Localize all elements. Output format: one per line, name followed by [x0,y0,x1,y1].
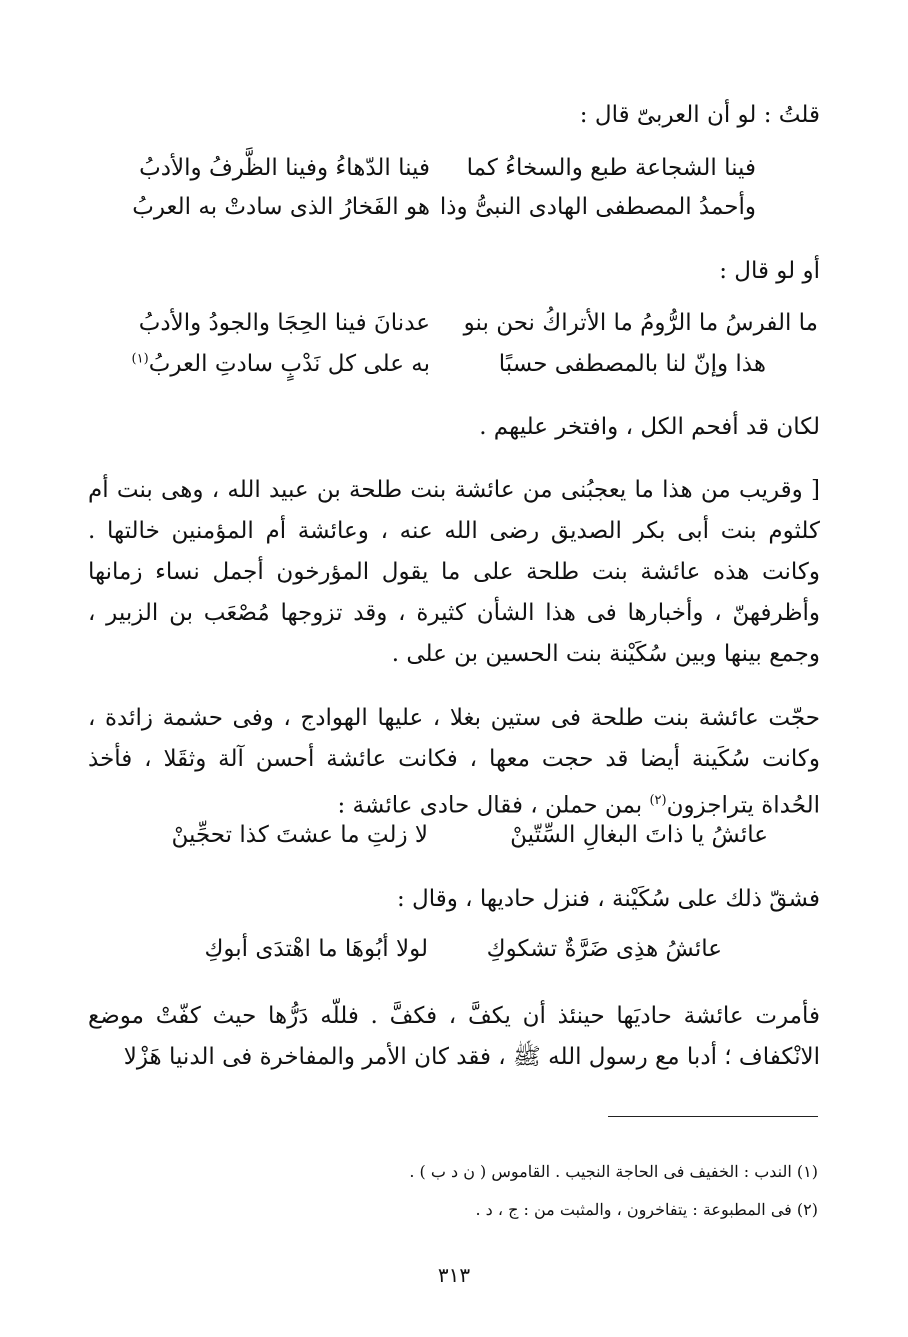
footnote-ref-1: (١) [131,351,149,367]
rajaz2-left: لولا أبُوهَا ما اهْتدَى أبوكِ [204,936,428,962]
paragraph-4: فأمرت عائشة حاديَها حينئذ أن يكفَّ ، فكفَّ . فللّه دَرُّها حيث كفّتْ موضع الانْكفاف ؛ أدبا مع رسول الله ﷺ ، فقد كان الأمر والمفاخرة فى الدنيا هَزْلا [88,1003,820,1070]
paragraph-1: [ وقريب من هذا ما يعجبُنى من عائشة بنت طلحة بن عبيد الله ، وهى بنت أم كلثوم بنت أبى بكر الصديق رضى الله عنه ، وعائشة أم المؤمنين خالتها . وكانت هذه عائشة بنت طلحة على ما يقول المؤرخون أجمل نساء زمانها وأظرفهنّ ، وأخبارها فى هذا الشأن كثيرة ، وقد تزوجها مُصْعَب بن الزبير ، وجمع بينها وبين سُكَيْنة بنت الحسين بن على . [88,477,820,667]
poem1-v2-left: هو الفَخارُ الذى سادتْ به العربُ [132,194,430,220]
poem1-v1-right: فينا الشجاعة طبع والسخاءُ كما [466,155,756,181]
intro-line-1: قلتُ : لو أن العربىّ قال : [579,102,820,128]
footnote-ref-2: (٢) [649,793,667,808]
poem2-v2-left [132,351,430,377]
footnote-separator [608,1116,818,1117]
paragraph-2-text-b: بمن حملن ، فقال حادى عائشة : [337,792,650,819]
intro-line-2: أو لو قال : [719,258,820,284]
paragraph-2 [88,698,820,827]
paragraph-3: فشقّ ذلك على سُكَيْنة ، فنزل حاديها ، وقال : [396,886,820,912]
poem1-v2-right: وأحمدُ المصطفى الهادى النبىُّ وذا [439,194,756,220]
rajaz2-right: عائشُ هذِى ضَرَّةٌ تشكوكِ [486,936,722,962]
footnote-2: (٢) فى المطبوعة : يتفاخرون ، والمثبت من : ج ، د . [475,1200,818,1219]
paragraph-2-text-a: حجّت عائشة بنت طلحة فى ستين بغلا ، عليها الهوادج ، وفى حشمة زائدة ، وكانت سُكَينة أيضا قد حجت معها ، فكانت عائشة أحسن آلة وثقَلا ، فأخذ الحُداة يتراجزون [88,705,820,819]
rajaz1-left: لا زلتِ ما عشتَ كذا تحجِّينْ [171,822,428,848]
conclusion-line: لكان قد أفحم الكل ، وافتخر عليهم . [479,414,820,440]
poem2-v2-left-text: به على كل نَدْبٍ سادتِ العربُ [148,351,430,377]
poem1-v1-left: فينا الدّهاءُ وفينا الظَّرفُ والأدبُ [139,155,430,181]
page-number: ٣١٣ [437,1263,471,1287]
poem2-v2-right: هذا وإنّ لنا بالمصطفى حسبًا [498,351,766,377]
footnote-1: (١) الندب : الخفيف فى الحاجة النجيب . القاموس ( ن د ب ) . [409,1162,818,1181]
rajaz1-right: عائشُ يا ذاتَ البغالِ السِّتّينْ [510,822,768,848]
poem2-v1-right: ما الفرسُ ما الرُّومُ ما الأتراكُ نحن بنو [463,310,818,336]
poem2-v1-left: عدنانَ فينا الحِجَا والجودُ والأدبُ [138,310,430,336]
